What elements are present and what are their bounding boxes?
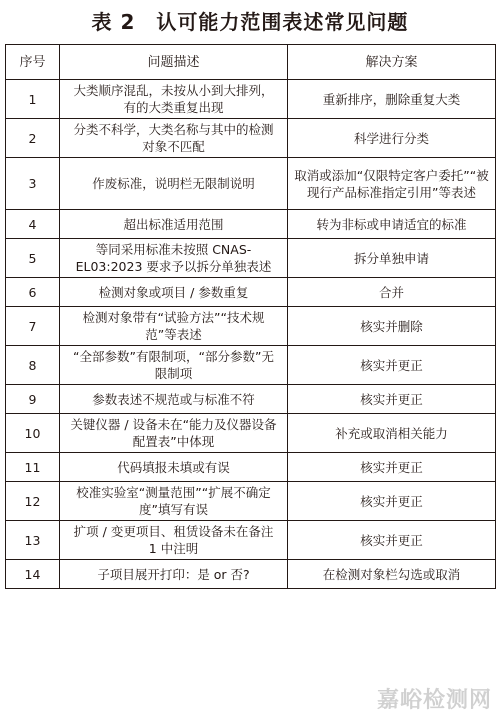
row-number: 9 (6, 385, 60, 414)
row-description: 检测对象或项目 / 参数重复 (60, 278, 288, 307)
row-number: 12 (6, 482, 60, 521)
row-number: 7 (6, 307, 60, 346)
row-description: 作废标准，说明栏无限制说明 (60, 158, 288, 210)
row-solution: 核实并更正 (288, 385, 496, 414)
row-description: “全部参数”有限制项，“部分参数”无限制项 (60, 346, 288, 385)
table-row (6, 414, 496, 453)
row-description: 子项目展开打印：是 or 否? (60, 560, 288, 589)
row-number: 2 (6, 119, 60, 158)
table-row (6, 346, 496, 385)
row-solution: 核实并删除 (288, 307, 496, 346)
row-number: 5 (6, 239, 60, 278)
row-description: 大类顺序混乱，未按从小到大排列，有的大类重复出现 (60, 80, 288, 119)
row-description: 检测对象带有“试验方法”“技术规范”等表述 (60, 307, 288, 346)
row-solution: 重新排序，删除重复大类 (288, 80, 496, 119)
header-solution: 解决方案 (288, 45, 496, 80)
table-row (6, 385, 496, 414)
row-number: 10 (6, 414, 60, 453)
header-description: 问题描述 (60, 45, 288, 80)
row-number: 13 (6, 521, 60, 560)
row-description: 扩项 / 变更项目、租赁设备未在备注 1 中注明 (60, 521, 288, 560)
table-title: 表 2 认可能力范围表述常见问题 (91, 10, 409, 34)
row-solution: 转为非标或申请适宜的标准 (288, 210, 496, 239)
table-row (6, 453, 496, 482)
table-row (6, 80, 496, 119)
watermark-text: 嘉峪检测网 (376, 688, 492, 713)
row-solution: 拆分单独申请 (288, 239, 496, 278)
issues-table (5, 44, 496, 589)
table-row (6, 521, 496, 560)
row-number: 6 (6, 278, 60, 307)
table-row (6, 560, 496, 589)
table-row (6, 239, 496, 278)
row-description: 等同采用标准未按照 CNAS-EL03:2023 要求予以拆分单独表述 (60, 239, 288, 278)
table-row (6, 158, 496, 210)
row-description: 关键仪器 / 设备未在“能力及仪器设备配置表”中体现 (60, 414, 288, 453)
row-number: 4 (6, 210, 60, 239)
row-number: 11 (6, 453, 60, 482)
row-number: 14 (6, 560, 60, 589)
row-solution: 科学进行分类 (288, 119, 496, 158)
row-solution: 补充或取消相关能力 (288, 414, 496, 453)
row-description: 校准实验室“测量范围”“扩展不确定度”填写有误 (60, 482, 288, 521)
table-row (6, 278, 496, 307)
row-solution: 在检测对象栏勾选或取消 (288, 560, 496, 589)
row-number: 8 (6, 346, 60, 385)
row-solution: 合并 (288, 278, 496, 307)
row-number: 3 (6, 158, 60, 210)
row-solution: 核实并更正 (288, 453, 496, 482)
table-row (6, 307, 496, 346)
row-solution: 核实并更正 (288, 482, 496, 521)
row-solution: 核实并更正 (288, 521, 496, 560)
row-solution: 取消或添加“仅限特定客户委托”“被现行产品标准指定引用”等表述 (288, 158, 496, 210)
row-solution: 核实并更正 (288, 346, 496, 385)
table-header-row (6, 45, 496, 80)
table-row (6, 482, 496, 521)
row-description: 超出标准适用范围 (60, 210, 288, 239)
row-description: 参数表述不规范或与标准不符 (60, 385, 288, 414)
header-number: 序号 (6, 45, 60, 80)
table-row (6, 210, 496, 239)
row-description: 代码填报未填或有误 (60, 453, 288, 482)
row-number: 1 (6, 80, 60, 119)
table-row (6, 119, 496, 158)
row-description: 分类不科学，大类名称与其中的检测对象不匹配 (60, 119, 288, 158)
